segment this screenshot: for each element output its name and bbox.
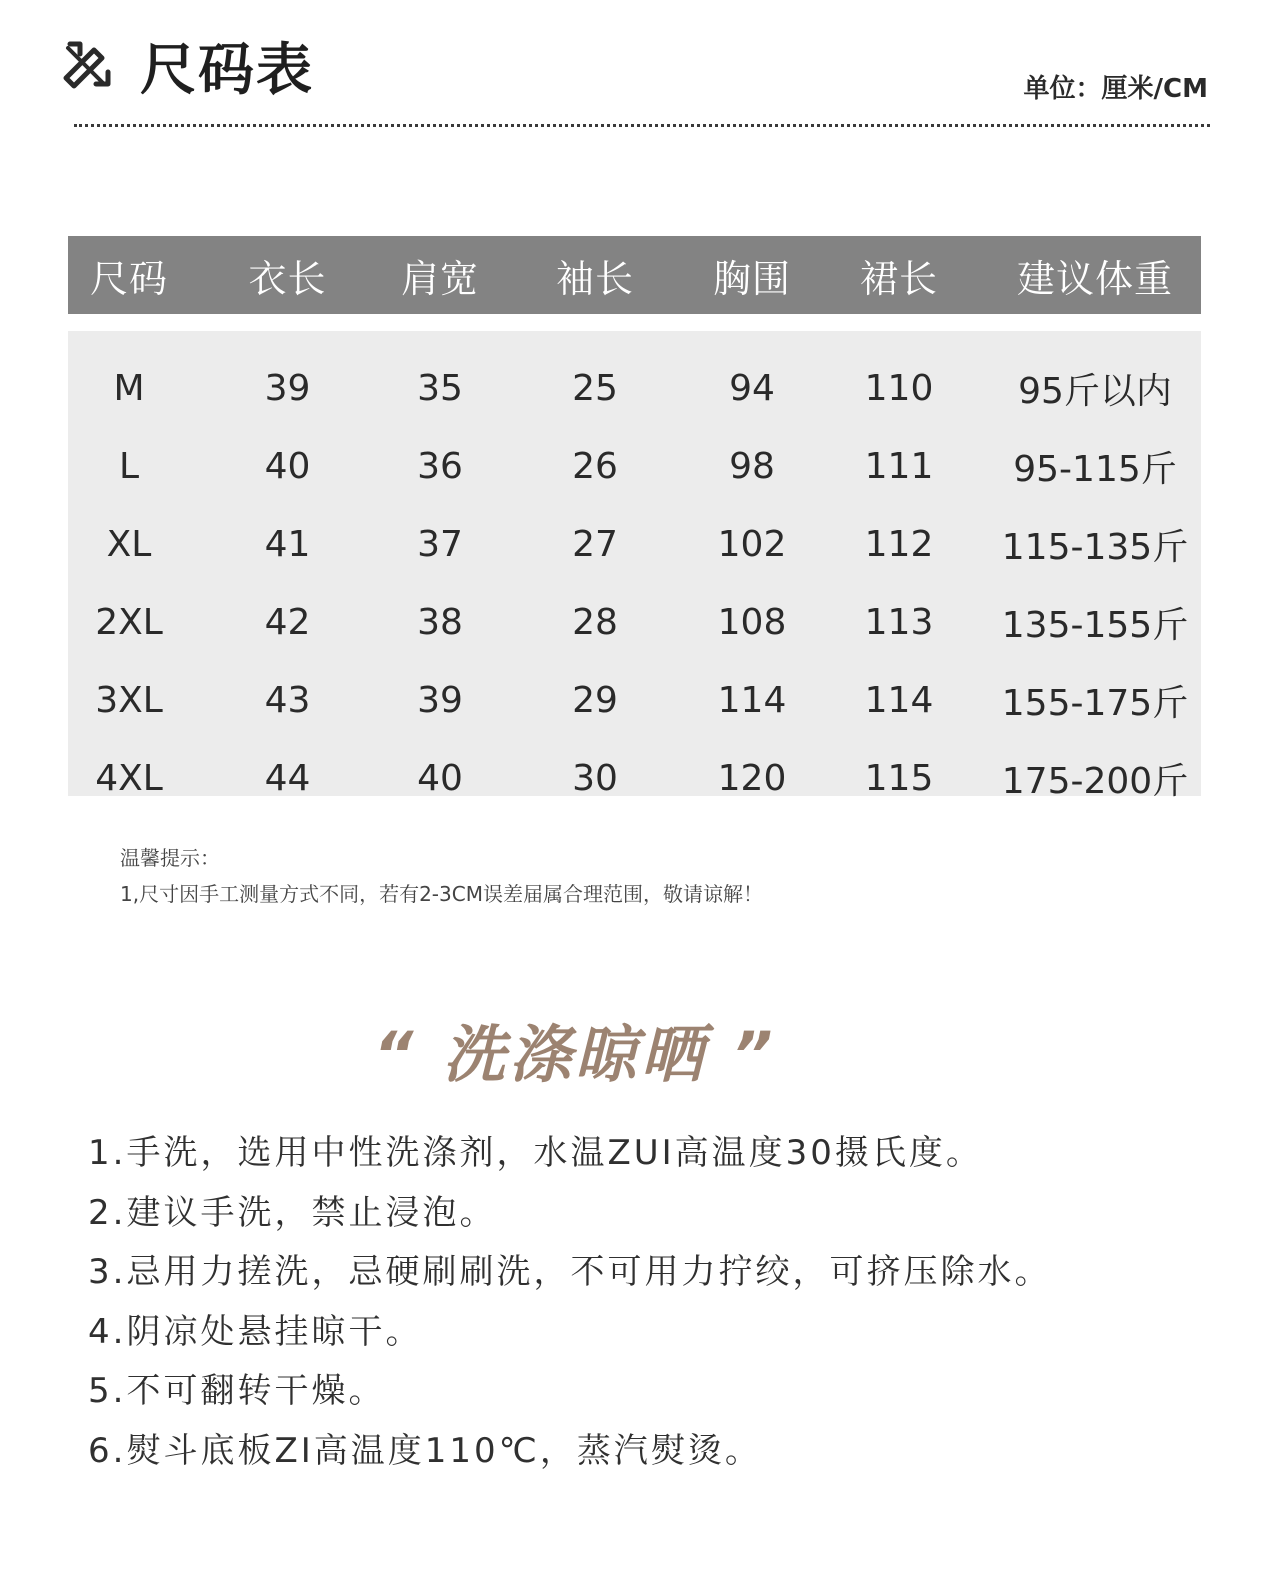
unit-label: 单位：厘米/CM — [1023, 74, 1208, 104]
list-item: 2.建议手洗，禁止浸泡。 — [88, 1192, 497, 1233]
column-header: 尺码 — [89, 256, 168, 301]
table-row — [68, 349, 1201, 427]
table-cell: 43 — [264, 679, 311, 721]
table-cell: 41 — [264, 523, 311, 565]
table-cell: 115-135斤 — [1001, 526, 1189, 568]
table-cell: 155-175斤 — [1001, 682, 1189, 724]
table-cell: 36 — [417, 445, 463, 487]
table-cell: 30 — [572, 757, 618, 799]
table-cell: 95斤以内 — [1018, 370, 1172, 412]
table-cell: 111 — [864, 445, 934, 487]
table-cell: 37 — [417, 523, 463, 565]
table-cell: 38 — [417, 601, 463, 643]
table-cell: 175-200斤 — [1001, 760, 1189, 802]
wash-instructions-list — [88, 1124, 1051, 1481]
table-cell: XL — [106, 523, 152, 565]
table-cell: 28 — [572, 601, 618, 643]
table-cell: 114 — [864, 679, 934, 721]
table-row — [68, 583, 1201, 661]
column-header: 袖长 — [555, 256, 634, 301]
column-header: 衣长 — [248, 256, 327, 301]
table-cell: 35 — [417, 367, 463, 409]
table-cell: 4XL — [95, 757, 163, 799]
column-header: 裙长 — [859, 256, 938, 301]
column-header: 胸围 — [712, 256, 791, 301]
table-cell: 102 — [717, 523, 787, 565]
table-cell: 27 — [572, 523, 618, 565]
table-cell: 42 — [264, 601, 311, 643]
list-item: 4.阴凉处悬挂晾干。 — [88, 1311, 423, 1352]
list-item: 5.不可翻转干燥。 — [88, 1371, 386, 1411]
table-cell: 98 — [729, 445, 775, 487]
table-cell: 44 — [264, 757, 311, 799]
list-item: 6.熨斗底板ZI高温度110℃，蒸汽熨烫。 — [88, 1430, 762, 1471]
table-cell: 26 — [572, 445, 618, 487]
table-body — [68, 331, 1201, 802]
table-row — [68, 739, 1201, 817]
table-cell: 110 — [864, 367, 934, 409]
table-cell: 94 — [729, 367, 775, 409]
table-cell: 112 — [864, 523, 934, 565]
table-row — [68, 427, 1201, 505]
table-row — [68, 661, 1201, 739]
page-title: 尺码表 — [140, 38, 314, 103]
table-header — [68, 236, 1201, 314]
table-cell: 135-155斤 — [1001, 604, 1189, 646]
size-table — [68, 236, 1201, 802]
table-cell: 40 — [264, 445, 311, 487]
table-cell: 29 — [572, 679, 618, 721]
table-row — [68, 505, 1201, 583]
table-cell: 114 — [717, 679, 787, 721]
table-cell: L — [118, 445, 140, 487]
dotted-divider — [74, 124, 1210, 127]
table-cell: 40 — [417, 757, 463, 799]
list-item: 1.手洗，选用中性洗涤剂，水温ZUI高温度30摄氏度。 — [88, 1133, 983, 1173]
list-item: 3.忌用力搓洗，忌硬刷刷洗，不可用力拧绞，可挤压除水。 — [88, 1252, 1052, 1292]
table-cell: 2XL — [95, 601, 163, 643]
table-cell: 115 — [864, 757, 934, 799]
wash-section-title: “ 洗涤晾晒 ” — [373, 1018, 777, 1091]
table-cell: M — [113, 367, 145, 409]
table-cell: 108 — [717, 601, 787, 643]
table-cell: 113 — [864, 601, 934, 643]
table-cell: 25 — [572, 367, 618, 409]
column-header: 肩宽 — [400, 256, 479, 301]
table-cell: 3XL — [95, 679, 163, 721]
table-cell: 120 — [717, 757, 787, 799]
table-cell: 39 — [264, 367, 311, 409]
tips-title: 温馨提示： — [120, 846, 220, 870]
ruler-pencil-icon — [60, 40, 112, 92]
column-header: 建议体重 — [1016, 256, 1173, 301]
table-cell: 39 — [417, 679, 463, 721]
tips-text: 1,尺寸因手工测量方式不同，若有2-3CM误差届属合理范围，敬请谅解！ — [120, 882, 763, 906]
table-cell: 95-115斤 — [1013, 448, 1177, 490]
